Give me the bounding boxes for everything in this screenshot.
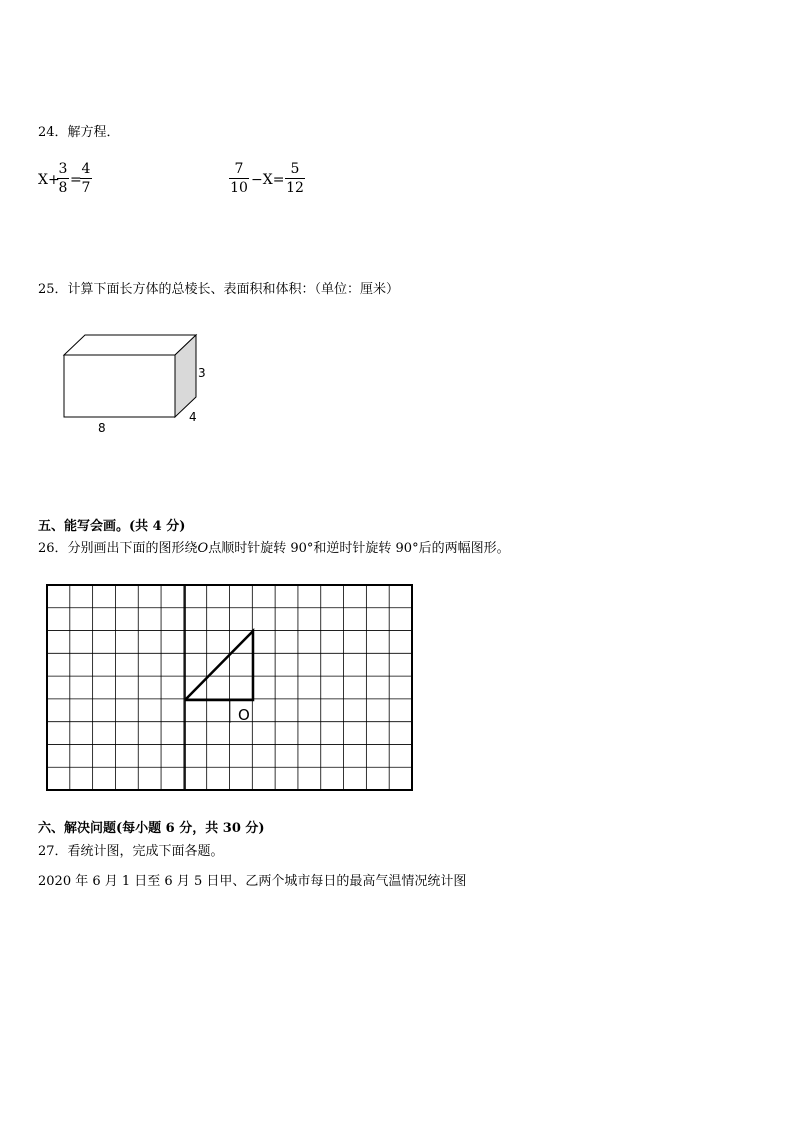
eq1-f1-denominator: 8	[58, 180, 68, 196]
q27-chart-title: 2020 年 6 月 1 日至 6 月 5 日甲、乙两个城市每日的最高气温情况统计图	[38, 874, 467, 889]
eq1-fraction-1	[57, 160, 69, 197]
q26-title-point: O	[197, 541, 209, 556]
cuboid-width-label: 4	[189, 410, 197, 424]
eq1-prefix: X+	[38, 172, 60, 188]
cuboid-front-face	[64, 355, 175, 417]
cuboid-height-label: 3	[198, 366, 206, 380]
eq2-fraction-1	[229, 160, 249, 197]
q26-title-start: 26．分别画出下面的图形绕	[38, 541, 198, 556]
q25-title: 25．计算下面长方体的总棱长、表面积和体积：（单位：厘米）	[38, 282, 400, 297]
eq2-f1-numerator: 7	[234, 161, 244, 177]
eq1-f1-numerator: 3	[58, 161, 68, 177]
q26-title-rest: 点顺时针旋转 90°和逆时针旋转 90°后的两幅图形。	[208, 541, 510, 556]
eq2-f1-denominator: 10	[230, 180, 248, 196]
eq1-f2-denominator: 7	[81, 180, 91, 196]
section-6-title: 六、解决问题(每小题 6 分，共 30 分)	[38, 821, 265, 836]
cuboid-length-label: 8	[98, 421, 106, 435]
q26-title	[38, 541, 510, 557]
point-o-label: O	[238, 706, 250, 724]
cuboid-figure	[55, 328, 225, 438]
section-5-title: 五、能写会画。(共 4 分)	[38, 519, 186, 534]
q24-title: 24．解方程．	[38, 125, 120, 140]
cuboid-top-face	[64, 335, 196, 355]
eq1-fraction-2	[80, 160, 92, 197]
eq2-f2-numerator: 5	[290, 161, 300, 177]
grid-figure	[45, 583, 415, 793]
triangle-shape	[185, 631, 253, 700]
eq2-f2-denominator: 12	[286, 180, 304, 196]
q27-title: 27．看统计图，完成下面各题。	[38, 844, 224, 859]
eq1-equals: =	[70, 172, 82, 188]
eq2-fraction-2	[285, 160, 305, 197]
eq1-f2-numerator: 4	[81, 161, 91, 177]
grid-lines	[47, 585, 412, 790]
eq2-middle: −X=	[251, 172, 285, 188]
